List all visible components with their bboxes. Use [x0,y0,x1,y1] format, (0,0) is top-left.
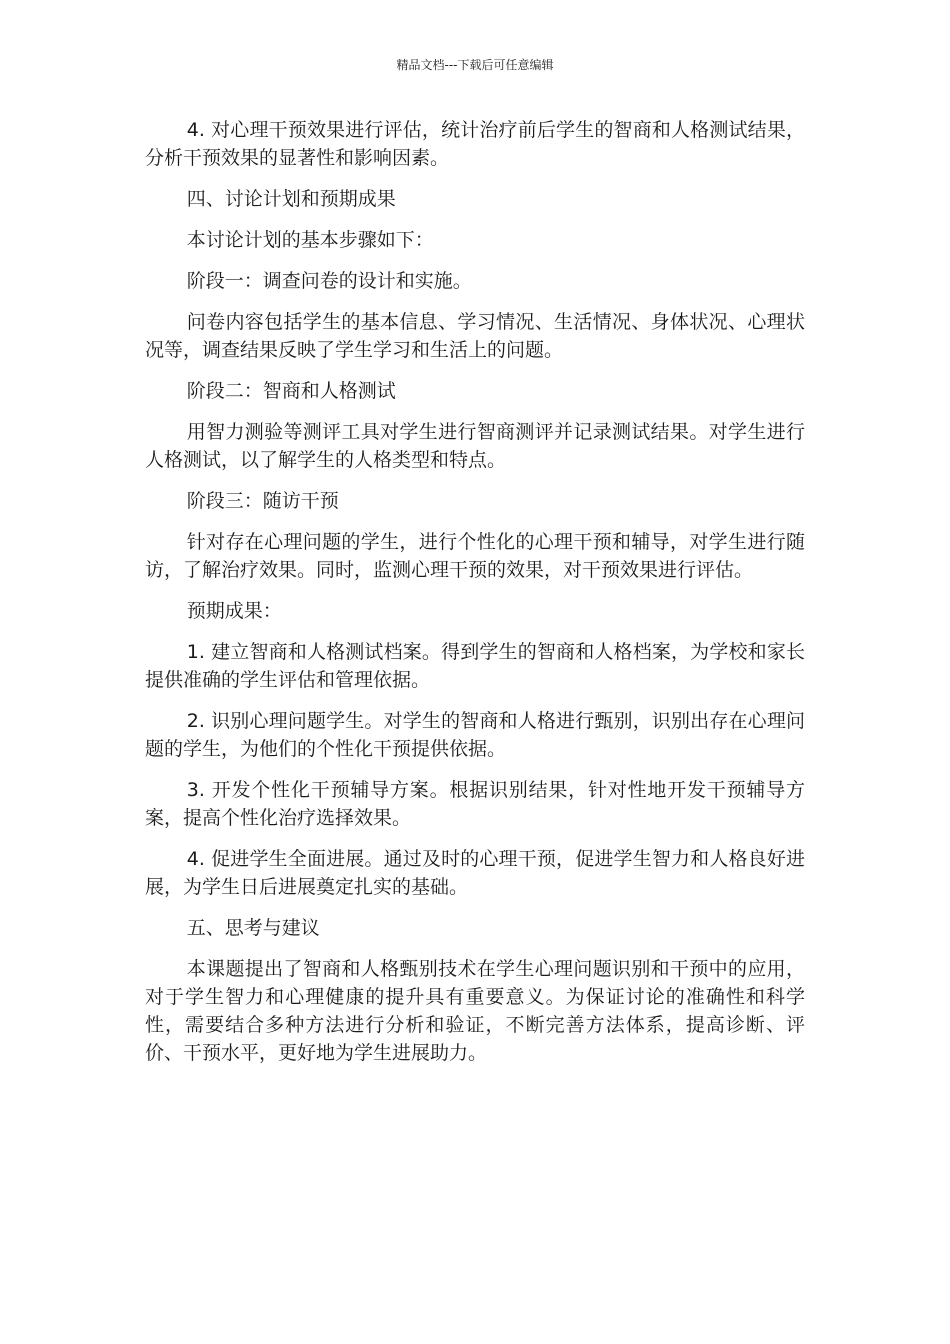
section-heading-reflection: 五、思考与建议 [186,917,320,939]
result-item-2: 2. 识别心理问题学生。对学生的智商和人格进行甄别，识别出存在心理问题的学生，为他们的个性化干预提供依据。 [145,710,805,760]
section-heading-plan: 四、讨论计划和预期成果 [186,188,396,210]
paragraph-evaluation-step: 4. 对心理干预效果进行评估，统计治疗前后学生的智商和人格测试结果，分析干预效果的显著性和影响因素。 [145,119,805,169]
expected-results-heading: 预期成果： [186,600,282,622]
page-header: 精品文档---下载后可任意编辑 [396,58,554,72]
stage-three-heading: 阶段三：随访干预 [186,490,339,512]
stage-one-heading: 阶段一：调查问卷的设计和实施。 [186,270,472,292]
paragraph-testing: 用智力测验等测评工具对学生进行智商测评并记录测试结果。对学生进行人格测试，以了解学生的人格类型和特点。 [145,421,805,471]
paragraph-intervention: 针对存在心理问题的学生，进行个性化的心理干预和辅导，对学生进行随访，了解治疗效果。同时，监测心理干预的效果，对干预效果进行评估。 [145,531,805,581]
result-item-3: 3. 开发个性化干预辅导方案。根据识别结果，针对性地开发干预辅导方案，提高个性化治疗选择效果。 [145,779,805,829]
paragraph-steps-intro: 本讨论计划的基本步骤如下： [186,229,434,251]
stage-two-heading: 阶段二：智商和人格测试 [186,380,396,402]
paragraph-questionnaire: 问卷内容包括学生的基本信息、学习情况、生活情况、身体状况、心理状况等，调查结果反映了学生学习和生活上的问题。 [145,311,805,361]
result-item-1: 1. 建立智商和人格测试档案。得到学生的智商和人格档案，为学校和家长提供准确的学生评估和管理依据。 [145,641,805,691]
result-item-4: 4. 促进学生全面进展。通过及时的心理干预，促进学生智力和人格良好进展，为学生日后进展奠定扎实的基础。 [145,848,805,898]
document-body [145,116,805,1080]
paragraph-reflection: 本课题提出了智商和人格甄别技术在学生心理问题识别和干预中的应用，对于学生智力和心理健康的提升具有重要意义。为保证讨论的准确性和科学性，需要结合多种方法进行分析和验证，不断完善方法体系，提高诊断、评价、干预水平，更好地为学生进展助力。 [145,958,805,1064]
